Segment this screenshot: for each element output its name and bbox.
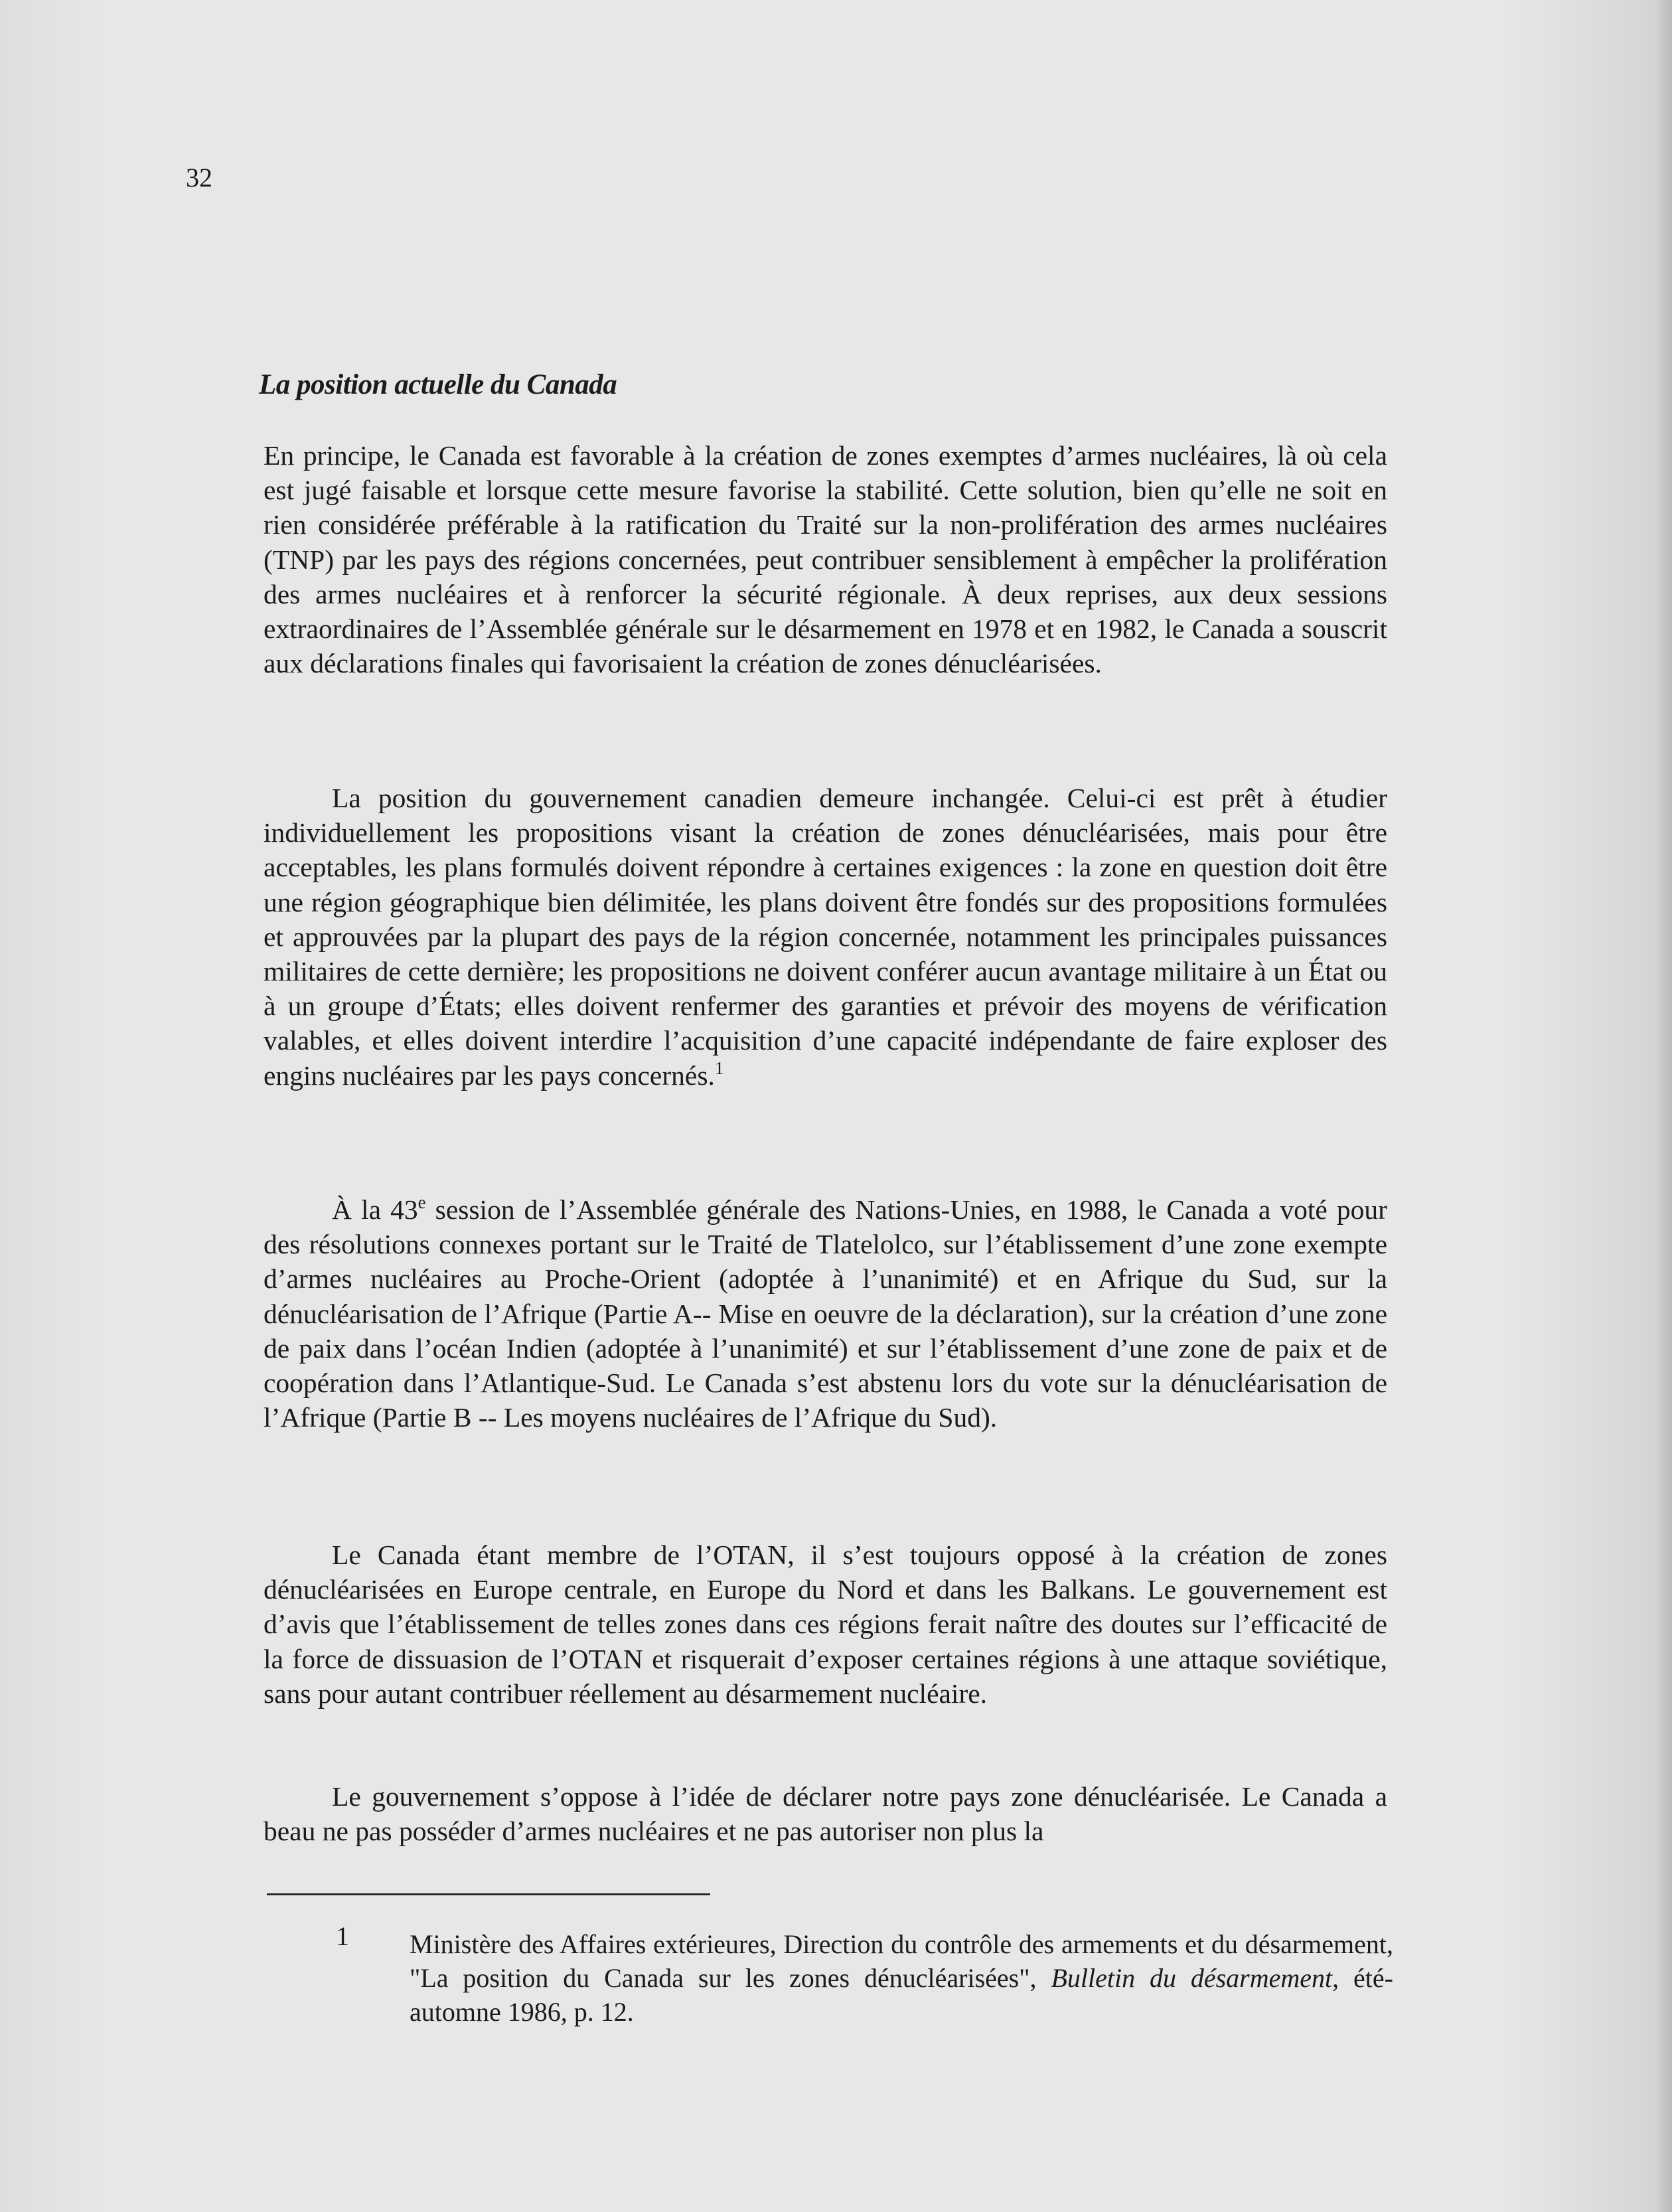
footnote-reference: 1 (714, 1058, 724, 1078)
section-heading: La position actuelle du Canada (259, 369, 617, 400)
paragraph-3-text: session de l’Assemblée générale des Nations-Unies, en 1988, le Canada a voté pour des résolutions connexes portant sur le Traité de Tlatelolco, sur l’établissement d’une zone exempte d’armes nucléaires au Proche-Orient (adoptée à l’unanimité) et en Afrique du Sud, sur la dénucléarisation de l’Afrique (Partie A-- Mise en oeuvre de la déclaration), sur la création d’une zone de paix dans l’océan Indien (adoptée à l’unanimité) et sur l’établissement d’une zone de paix et de coopération dans l’Atlantique-Sud. Le Canada s’est abstenu lors du vote sur la dénucléarisation de l’Afrique (Partie B -- Les moyens nucléaires de l’Afrique du Sud). (264, 1194, 1388, 1433)
paragraph-4: Le Canada étant membre de l’OTAN, il s’est toujours opposé à la création de zones dénucléarisées en Europe centrale, en Europe du Nord et dans les Balkans. Le gouvernement est d’avis que l’établissement de telles zones dans ces régions ferait naître des doutes sur l’efficacité de la force de dissuasion de l’OTAN et risquerait d’exposer certaines régions à une attaque soviétique, sans pour autant contribuer réellement au désarmement nucléaire. (264, 1540, 1387, 1709)
footnote-text-after: , été-automne 1986, p. 12. (410, 1963, 1393, 2027)
page-number: 32 (186, 163, 212, 193)
page-edge-shadow (1657, 0, 1672, 2212)
footnote-divider (267, 1893, 710, 1895)
footnote-publication-title: Bulletin du désarmement (1051, 1963, 1333, 1993)
paragraph-2 (264, 781, 1387, 1093)
ordinal-superscript: e (418, 1192, 426, 1212)
paragraph-3 (264, 1192, 1387, 1435)
footnote-number: 1 (336, 1921, 349, 1951)
paragraph-1: En principe, le Canada est favorable à la création de zones exemptes d’armes nucléaires, là où cela est jugé faisable et lorsque cette mesure favorise la stabilité. Cette solution, bien qu’elle ne soit en rien considérée préférable à la ratification du Traité sur la non-prolifération des armes nucléaires (TNP) par les pays des régions concernées, peut contribuer sensiblement à empêcher la prolifération des armes nucléaires et à renforcer la sécurité régionale. À deux reprises, aux deux sessions extraordinaires de l’Assemblée générale sur le désarmement en 1978 et en 1982, le Canada a souscrit aux déclarations finales qui favorisaient la création de zones dénucléarisées. (264, 440, 1387, 679)
paragraph-2-text: La position du gouvernement canadien demeure inchangée. Celui-ci est prêt à étudier individuellement les propositions visant la création de zones dénucléarisées, mais pour être acceptables, les plans formulés doivent répondre à certaines exigences : la zone en question doit être une région géographique bien délimitée, les plans doivent être fondés sur des propositions formulées et approuvées par la plupart des pays de la région concernée, notamment les principales puissances militaires de cette dernière; les propositions ne doivent conférer aucun avantage militaire à un État ou à un groupe d’États; elles doivent renfermer des garanties et prévoir des moyens de vérification valables, et elles doivent interdire l’acquisition d’une capacité indépendante de faire exploser des engins nucléaires par les pays concernés. (264, 783, 1387, 1091)
paragraph-3-lead: À la 43 (332, 1194, 418, 1225)
footnote-text-before: Ministère des Affaires extérieures, Direction du contrôle des armements et du désarmement, "La position du Canada sur les zones dénucléarisées", (410, 1929, 1393, 1993)
paragraph-5: Le gouvernement s’oppose à l’idée de déclarer notre pays zone dénucléarisée. Le Canada a beau ne pas posséder d’armes nucléaires et ne pas autoriser non plus la (264, 1781, 1387, 1847)
footnote-text (410, 1927, 1393, 2029)
